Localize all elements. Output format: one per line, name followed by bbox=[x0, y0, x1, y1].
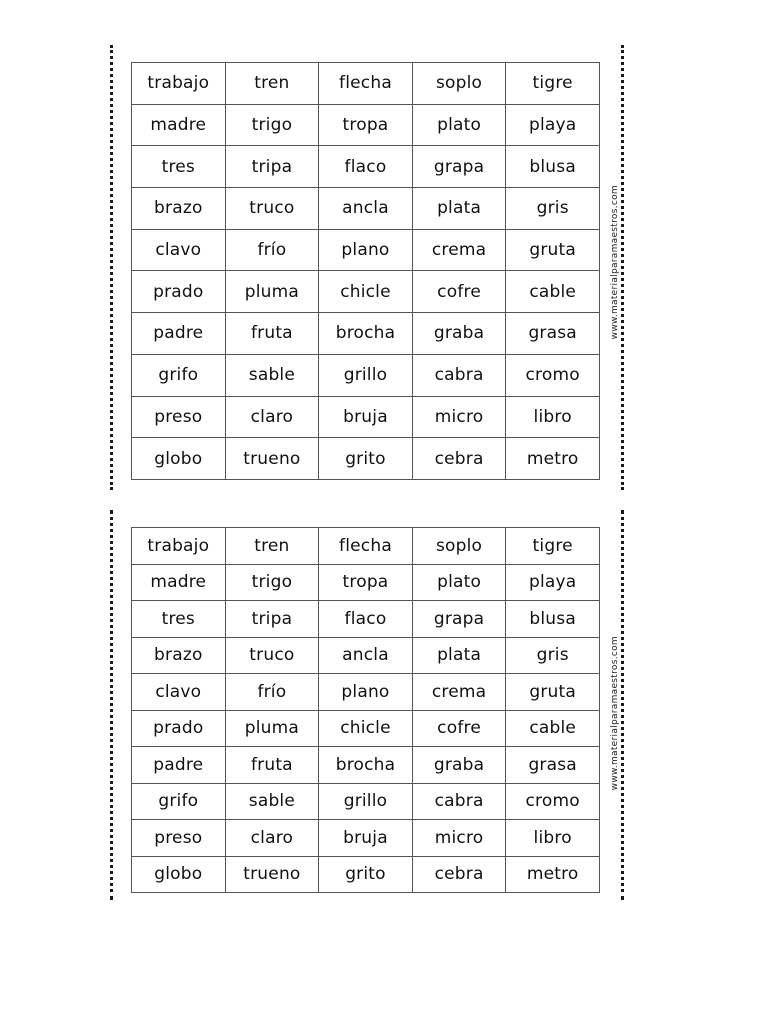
word-row bbox=[132, 783, 600, 820]
word-cell: tren bbox=[225, 63, 319, 105]
word-row bbox=[132, 820, 600, 857]
word-row bbox=[132, 271, 600, 313]
word-cell: grasa bbox=[506, 313, 600, 355]
word-row bbox=[132, 229, 600, 271]
word-cell: frío bbox=[225, 229, 319, 271]
word-cell: gris bbox=[506, 637, 600, 674]
word-cell: cofre bbox=[412, 710, 506, 747]
word-cell: madre bbox=[132, 564, 226, 601]
word-cell: ancla bbox=[319, 637, 413, 674]
word-cell: grillo bbox=[319, 783, 413, 820]
word-row bbox=[132, 188, 600, 230]
word-card-bottom bbox=[110, 510, 624, 900]
word-cell: soplo bbox=[412, 528, 506, 565]
cut-line-right bbox=[621, 45, 624, 490]
word-cell: brazo bbox=[132, 188, 226, 230]
word-cell: flaco bbox=[319, 601, 413, 638]
word-cell: cebra bbox=[412, 438, 506, 480]
word-cell: tigre bbox=[506, 63, 600, 105]
word-cell: grillo bbox=[319, 354, 413, 396]
word-cell: sable bbox=[225, 354, 319, 396]
word-cell: grapa bbox=[412, 146, 506, 188]
word-card-top bbox=[110, 45, 624, 490]
word-cell: clavo bbox=[132, 229, 226, 271]
word-cell: gruta bbox=[506, 674, 600, 711]
word-cell: tres bbox=[132, 601, 226, 638]
word-cell: frío bbox=[225, 674, 319, 711]
word-row bbox=[132, 747, 600, 784]
word-cell: chicle bbox=[319, 710, 413, 747]
word-cell: grasa bbox=[506, 747, 600, 784]
word-cell: gris bbox=[506, 188, 600, 230]
word-cell: grifo bbox=[132, 354, 226, 396]
word-cell: truco bbox=[225, 188, 319, 230]
word-row bbox=[132, 438, 600, 480]
word-cell: grapa bbox=[412, 601, 506, 638]
word-cell: brocha bbox=[319, 313, 413, 355]
word-cell: cabra bbox=[412, 354, 506, 396]
word-cell: graba bbox=[412, 747, 506, 784]
word-cell: trabajo bbox=[132, 63, 226, 105]
word-cell: cable bbox=[506, 271, 600, 313]
word-cell: tropa bbox=[319, 564, 413, 601]
word-row bbox=[132, 313, 600, 355]
word-row bbox=[132, 354, 600, 396]
word-cell: flecha bbox=[319, 528, 413, 565]
word-row bbox=[132, 674, 600, 711]
word-cell: sable bbox=[225, 783, 319, 820]
word-row bbox=[132, 396, 600, 438]
word-cell: libro bbox=[506, 820, 600, 857]
word-cell: plano bbox=[319, 674, 413, 711]
word-cell: cable bbox=[506, 710, 600, 747]
word-cell: flecha bbox=[319, 63, 413, 105]
word-grid bbox=[131, 62, 600, 480]
word-grid bbox=[131, 527, 600, 893]
word-cell: tropa bbox=[319, 104, 413, 146]
word-cell: chicle bbox=[319, 271, 413, 313]
word-cell: libro bbox=[506, 396, 600, 438]
word-row bbox=[132, 601, 600, 638]
word-cell: clavo bbox=[132, 674, 226, 711]
word-cell: fruta bbox=[225, 313, 319, 355]
word-cell: preso bbox=[132, 396, 226, 438]
word-cell: micro bbox=[412, 396, 506, 438]
watermark-url: www.materialparamaestros.com bbox=[610, 636, 620, 791]
word-cell: bruja bbox=[319, 396, 413, 438]
word-cell: claro bbox=[225, 820, 319, 857]
word-cell: padre bbox=[132, 313, 226, 355]
word-cell: tripa bbox=[225, 601, 319, 638]
word-cell: gruta bbox=[506, 229, 600, 271]
word-cell: tripa bbox=[225, 146, 319, 188]
word-cell: madre bbox=[132, 104, 226, 146]
word-row bbox=[132, 710, 600, 747]
word-cell: brazo bbox=[132, 637, 226, 674]
word-row bbox=[132, 104, 600, 146]
word-cell: cofre bbox=[412, 271, 506, 313]
word-cell: prado bbox=[132, 271, 226, 313]
word-cell: trueno bbox=[225, 856, 319, 893]
word-cell: tigre bbox=[506, 528, 600, 565]
word-cell: micro bbox=[412, 820, 506, 857]
word-cell: trabajo bbox=[132, 528, 226, 565]
word-cell: trigo bbox=[225, 564, 319, 601]
watermark-url: www.materialparamaestros.com bbox=[610, 185, 620, 340]
word-cell: flaco bbox=[319, 146, 413, 188]
word-cell: ancla bbox=[319, 188, 413, 230]
word-cell: grito bbox=[319, 438, 413, 480]
word-cell: playa bbox=[506, 104, 600, 146]
word-cell: globo bbox=[132, 856, 226, 893]
word-row bbox=[132, 564, 600, 601]
word-cell: brocha bbox=[319, 747, 413, 784]
word-cell: blusa bbox=[506, 601, 600, 638]
word-cell: pluma bbox=[225, 271, 319, 313]
word-cell: crema bbox=[412, 674, 506, 711]
word-cell: plata bbox=[412, 637, 506, 674]
word-cell: tres bbox=[132, 146, 226, 188]
cut-line-left bbox=[110, 510, 113, 900]
word-cell: cebra bbox=[412, 856, 506, 893]
word-cell: fruta bbox=[225, 747, 319, 784]
word-cell: trueno bbox=[225, 438, 319, 480]
word-cell: prado bbox=[132, 710, 226, 747]
cut-line-left bbox=[110, 45, 113, 490]
word-cell: pluma bbox=[225, 710, 319, 747]
word-cell: playa bbox=[506, 564, 600, 601]
cut-line-right bbox=[621, 510, 624, 900]
word-cell: metro bbox=[506, 438, 600, 480]
word-cell: tren bbox=[225, 528, 319, 565]
word-cell: plato bbox=[412, 564, 506, 601]
word-cell: trigo bbox=[225, 104, 319, 146]
word-cell: blusa bbox=[506, 146, 600, 188]
word-cell: soplo bbox=[412, 63, 506, 105]
word-cell: graba bbox=[412, 313, 506, 355]
word-cell: padre bbox=[132, 747, 226, 784]
word-cell: globo bbox=[132, 438, 226, 480]
word-row bbox=[132, 528, 600, 565]
word-row bbox=[132, 637, 600, 674]
word-cell: plano bbox=[319, 229, 413, 271]
word-cell: truco bbox=[225, 637, 319, 674]
word-row bbox=[132, 146, 600, 188]
word-cell: metro bbox=[506, 856, 600, 893]
word-cell: grito bbox=[319, 856, 413, 893]
word-cell: crema bbox=[412, 229, 506, 271]
word-cell: grifo bbox=[132, 783, 226, 820]
word-cell: cromo bbox=[506, 354, 600, 396]
word-cell: cromo bbox=[506, 783, 600, 820]
word-cell: preso bbox=[132, 820, 226, 857]
word-cell: cabra bbox=[412, 783, 506, 820]
word-cell: plato bbox=[412, 104, 506, 146]
word-row bbox=[132, 63, 600, 105]
word-row bbox=[132, 856, 600, 893]
word-cell: bruja bbox=[319, 820, 413, 857]
word-cell: claro bbox=[225, 396, 319, 438]
word-cell: plata bbox=[412, 188, 506, 230]
